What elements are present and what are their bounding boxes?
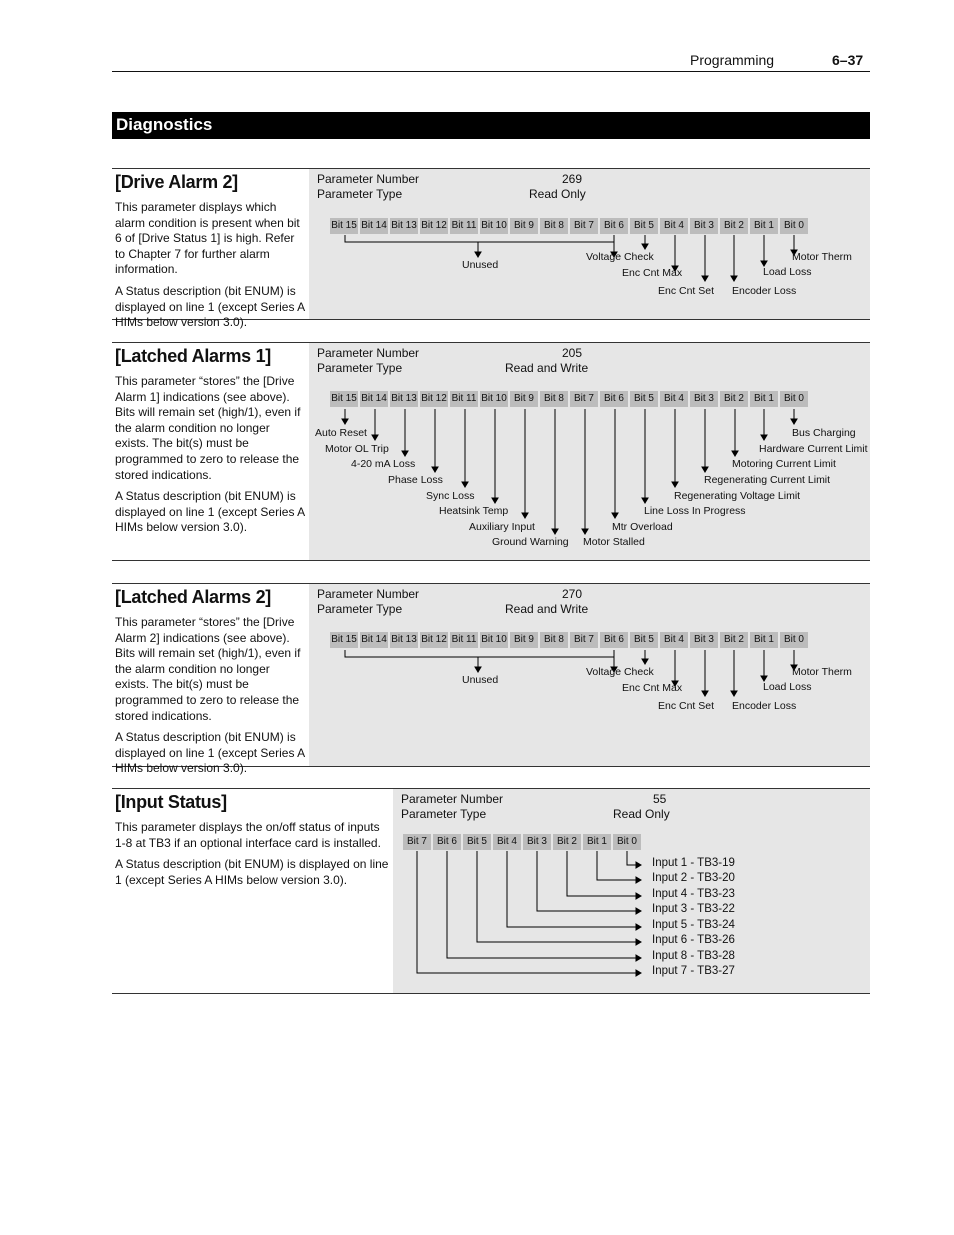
bit-cell: Bit 9 — [510, 391, 538, 407]
param-latched-alarms-2 — [112, 583, 870, 776]
param-type: Read and Write — [505, 361, 589, 375]
bit-cell: Bit 0 — [780, 391, 808, 407]
desc-para-1: This parameter “stores” the [Drive Alarm 2] indications (see above). Bits will remain set (high/1), even if the alarm condition no longer exists. The bit(s) must be programmed to zero to release the stored indications. — [115, 615, 301, 723]
bit-cell: Bit 5 — [630, 632, 658, 648]
bit-cell: Bit 9 — [510, 218, 538, 234]
param-number: 205 — [562, 346, 583, 360]
bit-cell: Bit 5 — [630, 218, 658, 234]
input-label: Input 3 - TB3-22 — [652, 903, 735, 915]
bit-label: Motor Therm — [792, 251, 852, 263]
bit-label: Heatsink Temp — [439, 505, 509, 517]
param-number: 269 — [562, 172, 583, 186]
page-header-section: Programming — [690, 52, 775, 68]
input-label: Input 8 - TB3-28 — [652, 950, 735, 962]
bit-cell: Bit 10 — [480, 632, 508, 648]
bit-label: Motoring Current Limit — [732, 458, 836, 470]
param-type: Read Only — [613, 807, 670, 821]
bit-cell: Bit 8 — [540, 632, 568, 648]
bit-cell: Bit 15 — [330, 632, 358, 648]
bit-cell: Bit 15 — [330, 218, 358, 234]
bit-cell: Bit 10 — [480, 218, 508, 234]
bit-cell: Bit 6 — [600, 632, 628, 648]
header-rule — [112, 71, 870, 72]
param-number-label: Parameter Number — [317, 346, 420, 360]
bit-cell: Bit 11 — [450, 391, 478, 407]
bit-cell: Bit 1 — [750, 632, 778, 648]
bit-cell: Bit 6 — [600, 218, 628, 234]
bit-cell: Bit 14 — [360, 391, 388, 407]
bit-cell: Bit 4 — [660, 391, 688, 407]
bit-label: Phase Loss — [388, 474, 443, 486]
bit-label: Enc Cnt Set — [658, 700, 715, 712]
param-number: 55 — [653, 792, 667, 806]
bit-label: 4-20 mA Loss — [351, 458, 416, 470]
bit-label: Regenerating Voltage Limit — [674, 490, 801, 502]
param-type-label: Parameter Type — [401, 807, 487, 821]
bit-cell: Bit 7 — [570, 632, 598, 648]
bit-label: Load Loss — [763, 681, 812, 693]
bit-cell: Bit 0 — [613, 834, 641, 850]
bit-label: Motor OL Trip — [325, 443, 389, 455]
bit-cell: Bit 0 — [780, 218, 808, 234]
bit-label: Auto Reset — [315, 427, 367, 439]
bit-cell: Bit 12 — [420, 632, 448, 648]
bit-cell: Bit 14 — [360, 632, 388, 648]
bit-cell: Bit 7 — [570, 391, 598, 407]
bit-label: Encoder Loss — [732, 285, 797, 297]
bit-cell: Bit 2 — [720, 391, 748, 407]
bit-cell: Bit 7 — [403, 834, 431, 850]
desc-para-2: A Status description (bit ENUM) is displayed on line 1 (except Series A HIMs below version 3.0). — [115, 857, 389, 887]
bit-cell: Bit 14 — [360, 218, 388, 234]
bit-cell: Bit 5 — [630, 391, 658, 407]
bit-label: Unused — [462, 259, 499, 271]
section-title: Diagnostics — [116, 115, 213, 134]
bit-label: Motor Therm — [792, 666, 852, 678]
bit-cell: Bit 2 — [553, 834, 581, 850]
bit-label: Enc Cnt Max — [622, 682, 683, 694]
bit-cell: Bit 3 — [690, 632, 718, 648]
bit-label: Regenerating Current Limit — [704, 474, 831, 486]
param-type: Read Only — [529, 187, 586, 201]
param-latched-alarms-1 — [112, 342, 870, 561]
param-type: Read and Write — [505, 602, 589, 616]
bit-cell: Bit 3 — [690, 391, 718, 407]
param-number: 270 — [562, 587, 583, 601]
bit-label: Auxiliary Input — [469, 521, 535, 533]
bit-label: Line Loss In Progress — [644, 505, 746, 517]
param-title: [Input Status] — [115, 792, 227, 812]
bit-cell: Bit 8 — [540, 391, 568, 407]
bit-label: Mtr Overload — [612, 521, 673, 533]
bit-label: Voltage Check — [586, 251, 654, 263]
desc-para-2: A Status description (bit ENUM) is displayed on line 1 (except Series A HIMs below version 3.0). — [115, 283, 305, 330]
bit-label: Ground Warning — [492, 536, 569, 548]
bit-label: Enc Cnt Set — [658, 285, 715, 297]
desc-para-1: This parameter “stores” the [Drive Alarm 1] indications (see above). Bits will remain set (high/1), even if the alarm condition no longer exists. The bit(s) must be programmed to zero to release the stored indications. — [115, 374, 301, 482]
bit-cell: Bit 13 — [390, 632, 418, 648]
param-number-label: Parameter Number — [317, 172, 420, 186]
bit-cell: Bit 0 — [780, 632, 808, 648]
param-type-label: Parameter Type — [317, 187, 403, 201]
desc-para-2: A Status description (bit ENUM) is displayed on line 1 (except Series A HIMs below version 3.0). — [115, 730, 305, 776]
input-label: Input 1 - TB3-19 — [652, 857, 735, 869]
desc-para-1: This parameter displays the on/off status of inputs 1-8 at TB3 if an optional interface card is installed. — [115, 820, 381, 850]
input-label: Input 2 - TB3-20 — [652, 872, 735, 884]
bit-label: Bus Charging — [792, 427, 856, 439]
bit-label: Voltage Check — [586, 666, 654, 678]
bit-cell: Bit 4 — [493, 834, 521, 850]
param-title: [Drive Alarm 2] — [115, 172, 238, 192]
bit-cell: Bit 1 — [750, 218, 778, 234]
bit-cell: Bit 6 — [433, 834, 461, 850]
bit-cell: Bit 4 — [660, 632, 688, 648]
param-type-label: Parameter Type — [317, 361, 403, 375]
bit-label: Hardware Current Limit — [759, 443, 868, 455]
bit-cell: Bit 11 — [450, 218, 478, 234]
bit-cell: Bit 11 — [450, 632, 478, 648]
param-title: [Latched Alarms 1] — [115, 346, 271, 366]
input-label: Input 6 - TB3-26 — [652, 934, 735, 946]
bit-arrows — [112, 789, 870, 993]
param-title: [Latched Alarms 2] — [115, 587, 271, 607]
input-label: Input 5 - TB3-24 — [652, 919, 735, 931]
bit-label: Unused — [462, 674, 499, 686]
bit-cell: Bit 5 — [463, 834, 491, 850]
param-input-status — [112, 788, 870, 994]
bit-cell: Bit 10 — [480, 391, 508, 407]
bit-cell: Bit 8 — [540, 218, 568, 234]
bit-cell: Bit 3 — [523, 834, 551, 850]
bit-cell: Bit 6 — [600, 391, 628, 407]
desc-para-2: A Status description (bit ENUM) is displayed on line 1 (except Series A HIMs below version 3.0). — [115, 489, 305, 535]
param-drive-alarm-2 — [112, 168, 870, 330]
bit-label: Enc Cnt Max — [622, 267, 683, 279]
bit-cell: Bit 7 — [570, 218, 598, 234]
bit-cell: Bit 15 — [330, 391, 358, 407]
bit-label: Sync Loss — [426, 490, 475, 502]
section-title-bar — [112, 112, 870, 139]
bit-cell: Bit 9 — [510, 632, 538, 648]
bit-cell: Bit 12 — [420, 218, 448, 234]
param-number-label: Parameter Number — [401, 792, 504, 806]
bit-label: Encoder Loss — [732, 700, 797, 712]
bit-cell: Bit 2 — [720, 632, 748, 648]
bit-cell: Bit 13 — [390, 391, 418, 407]
bit-cell: Bit 2 — [720, 218, 748, 234]
bit-label: Load Loss — [763, 266, 812, 278]
input-label: Input 4 - TB3-23 — [652, 888, 735, 900]
bit-cell: Bit 1 — [750, 391, 778, 407]
desc-para-1: This parameter displays which alarm condition is present when bit 6 of [Drive Status 1] is high. Refer to Chapter 7 for further alarm information. — [115, 200, 300, 277]
bit-cell: Bit 1 — [583, 834, 611, 850]
bit-cell: Bit 4 — [660, 218, 688, 234]
input-label: Input 7 - TB3-27 — [652, 965, 735, 977]
param-number-label: Parameter Number — [317, 587, 420, 601]
bit-label: Motor Stalled — [583, 536, 645, 548]
param-type-label: Parameter Type — [317, 602, 403, 616]
bit-cell: Bit 13 — [390, 218, 418, 234]
bit-cell: Bit 3 — [690, 218, 718, 234]
bit-cell: Bit 12 — [420, 391, 448, 407]
page-number: 6–37 — [832, 52, 864, 68]
